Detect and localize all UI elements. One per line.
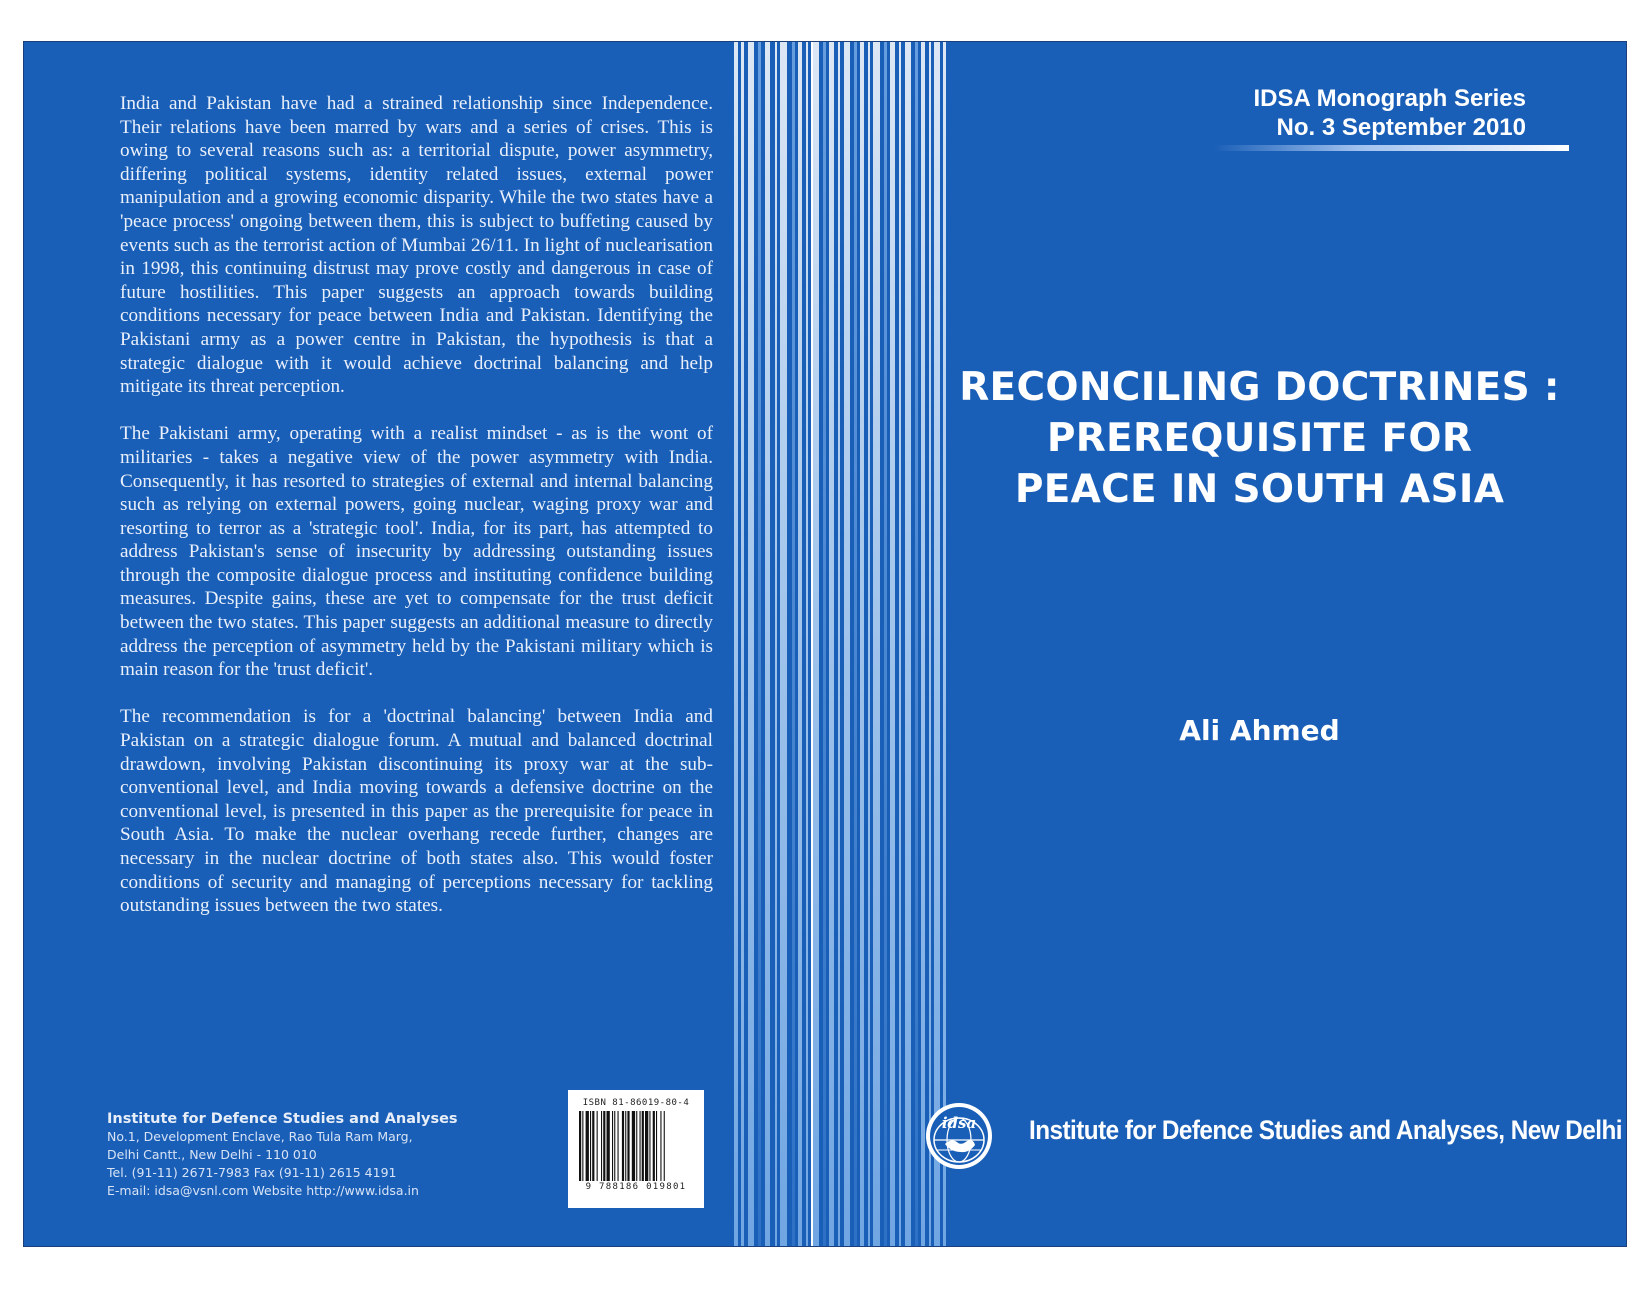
spine-divider	[811, 42, 813, 1247]
barcode-bar	[660, 1111, 661, 1181]
barcode-bar	[640, 1111, 641, 1181]
spine-stripe	[868, 42, 870, 1247]
spine-stripe	[943, 42, 946, 1247]
barcode-bar	[601, 1111, 602, 1181]
author-name: Ali Ahmed	[1179, 714, 1340, 747]
spine-stripe	[748, 42, 754, 1247]
idsa-globe-logo-icon	[923, 1100, 995, 1172]
spine-stripe	[734, 42, 738, 1247]
spine-stripe	[899, 42, 901, 1247]
barcode-bar	[632, 1111, 635, 1181]
spine-stripe	[890, 42, 895, 1247]
barcode-bar	[622, 1111, 624, 1181]
barcode-bar	[592, 1111, 594, 1181]
barcode-bar	[582, 1111, 583, 1181]
spine-stripe	[829, 42, 834, 1247]
spine-stripe	[915, 42, 918, 1247]
spine-stripe	[905, 42, 911, 1247]
address-line-4: E-mail: idsa@vsnl.com Website http://www.idsa.in	[107, 1183, 419, 1198]
title-line-3: PEACE IN SOUTH ASIA	[1014, 467, 1505, 512]
address-line-3: Tel. (91-11) 2671-7983 Fax (91-11) 2615 4191	[107, 1165, 397, 1180]
spine-stripe	[860, 42, 864, 1247]
spine-stripe	[792, 42, 795, 1247]
spine-stripe	[775, 42, 777, 1247]
barcode-bar	[597, 1111, 598, 1181]
barcode-bar	[590, 1111, 591, 1181]
book-title	[947, 362, 1572, 515]
spine-stripes	[732, 42, 947, 1246]
spine-stripe	[741, 42, 744, 1247]
spine-stripe	[758, 42, 761, 1247]
spine-stripe	[884, 42, 887, 1247]
address-institute: Institute for Defence Studies and Analyses	[107, 1111, 458, 1127]
barcode-bar	[656, 1111, 657, 1181]
series-underline	[1214, 145, 1569, 151]
address-line-1: No.1, Development Enclave, Rao Tula Ram Marg,	[107, 1129, 413, 1144]
barcode-bar	[612, 1111, 613, 1181]
barcode-bar	[649, 1111, 650, 1181]
spine-stripe	[854, 42, 857, 1247]
spine-stripe	[873, 42, 880, 1247]
barcode-bar	[625, 1111, 626, 1181]
spine-stripe	[838, 42, 840, 1247]
barcode-bar	[645, 1111, 648, 1181]
book-cover	[23, 41, 1627, 1247]
barcode-bar	[653, 1111, 655, 1181]
spine-stripe	[934, 42, 940, 1247]
series-info	[1254, 84, 1526, 142]
spine-stripe	[765, 42, 770, 1247]
barcode-bar	[579, 1111, 581, 1181]
isbn-barcode	[568, 1090, 704, 1208]
barcode-bar	[636, 1111, 637, 1181]
barcode-bar	[642, 1111, 644, 1181]
spine-stripe	[921, 42, 925, 1247]
spine-stripe	[798, 42, 802, 1247]
spine-stripes-graphic	[732, 42, 947, 1247]
blurb-paragraph-3: The recommendation is for a 'doctrinal balancing' between India and Pakistan on a strategic dialogue forum. A mutual and balanced doctrinal drawdown, involving Pakistan discontinuing its proxy war at the sub-conventional level, and India moving towards a defensive doctrine on the conventional level, is presented in this paper as the prerequisite for peace in South Asia. To make the nuclear overhang recede further, changes are necessary in the nuclear doctrine of both states also. This would foster conditions of security and managing of perceptions necessary for tackling outstanding issues between the two states.	[120, 706, 713, 917]
spine-stripe	[929, 42, 931, 1247]
barcode-bar	[586, 1111, 589, 1181]
publisher-name: Institute for Defence Studies and Analyses, New Delhi	[1029, 1115, 1622, 1145]
barcode-bar	[627, 1111, 629, 1181]
series-name: IDSA Monograph Series	[1253, 85, 1526, 112]
address-line-2: Delhi Cantt., New Delhi - 110 010	[107, 1147, 317, 1162]
spine-stripe	[844, 42, 850, 1247]
blurb-paragraph-1: India and Pakistan have had a strained relationship since Independence. Their relations have been marred by wars and a series of crises. This is owing to several reasons such as: a territorial dispute, power asymmetry, differing political systems, identity related issues, external power manipulation and a growing economic disparity. While the two states have a 'peace process' ongoing between them, this is subject to buffeting caused by events such as the terrorist action of Mumbai 26/11. In light of nuclearisation in 1998, this continuing distrust may prove costly and dangerous in case of future hostilities. This paper suggests an approach towards building conditions necessary for peace between India and Pakistan. Identifying the Pakistani army as a power centre in Pakistan, the hypothesis is that a strategic dialogue with it would achieve doctrinal balancing and help mitigate its threat perception.	[120, 93, 713, 398]
barcode-bar	[618, 1111, 619, 1181]
publisher-address	[107, 1110, 458, 1200]
blurb-paragraph-2: The Pakistani army, operating with a realist mindset - as is the wont of militaries - takes a negative view of the power asymmetry with India. Consequently, it has resorted to strategies of external and internal balancing such as relying on external powers, going nuclear, waging proxy war and resorting to terror as a 'strategic tool'. India, for its part, has attempted to address Pakistan's sense of insecurity by addressing outstanding issues through the composite dialogue process and instituting confidence building measures. Despite gains, these are yet to compensate for the trust deficit between the two states. This paper suggests an additional measure to directly address the perception of asymmetry held by the Pakistani military which is main reason for the 'trust deficit'.	[120, 423, 713, 681]
barcode-icon	[577, 1111, 695, 1181]
back-cover-blurb	[120, 92, 713, 941]
title-line-2: PREREQUISITE FOR	[1046, 416, 1473, 461]
barcode-bar	[607, 1111, 610, 1181]
title-line-1: RECONCILING DOCTRINES :	[959, 365, 1560, 410]
logo-text: idsa	[941, 1114, 977, 1132]
barcode-digits: 9 788186 019801	[585, 1182, 687, 1192]
spine-stripe	[806, 42, 808, 1247]
series-number-date: No. 3 September 2010	[1276, 114, 1526, 141]
barcode-bar	[614, 1111, 615, 1181]
barcode-bar	[664, 1111, 665, 1181]
spine-stripe	[780, 42, 787, 1247]
isbn-number: ISBN 81-86019-80-4	[582, 1098, 690, 1108]
barcode-bar	[603, 1111, 605, 1181]
spine-stripe	[823, 42, 826, 1247]
